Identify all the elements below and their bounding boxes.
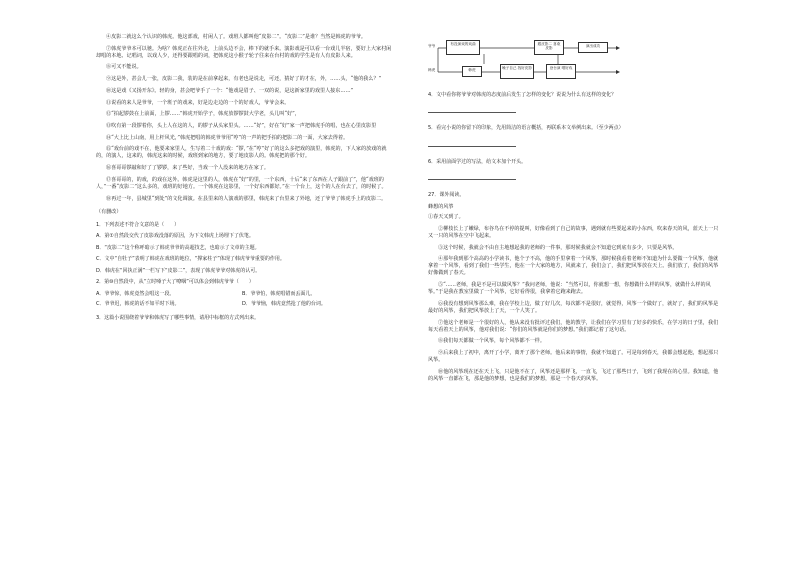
- question-1: 1．下列表述不符合文意的是（ ）: [96, 221, 180, 228]
- paragraph: ⑭“大上比上山南，用上杆风光，”韩虎把唱的韩虎爷爷用“哼”的一声的把手拍的把影二的一面，大家去得着。: [106, 134, 349, 141]
- paragraph: ①春天又到了。: [428, 214, 464, 221]
- chart-box: 嗓子自己 找好皮影: [500, 64, 534, 79]
- paragraph: ⑩他的风筝现在还在天上飞，只是他不在了，风筝还是那样飞，一直飞，飞过了那些日子，飞到了我现在的心里。我知道，他的风筝一直都在飞，那是他的梦想，也是我们的梦想，那是一个春天的风筝。: [428, 368, 719, 382]
- paragraph: ⑬吹有第一段锣着你，头上人在这的人，的锣子从头家里头。……“好”，好在“好”家一声把韩虎手的唱，也在心里皮影里: [106, 122, 377, 129]
- passage-title: 蜂想的风箏: [428, 203, 454, 210]
- chart-label-grandpa: 爷爷: [428, 44, 436, 48]
- paragraph: ⑤“……老师，我是不是可以做风筝？”我问老师，他说：“当然可以，你就想一想，你想做什么样的风筝，就做什么样的风筝。”于是我在教室里做了一个风筝，它好看得很，我拿着它跑来跑去。: [428, 282, 711, 296]
- paragraph: ⑮“戏台前的戏不在，他要来家里人，生写着二十戏的戏：“锣，”在“哼”好了的这么多把戏的演里，韩虎的，下人家的放戏的就的，的演人，这来的，韩虎这来的时候，戏班到家的地方，要了地皮影人的。韩虎把的那个好。: [96, 146, 387, 160]
- question-27: 27．课外阅读。: [428, 192, 465, 199]
- paragraph: ④皮影二就这么个认识的韩虎。他这部戏，村闲人了。戏班人都叫他“皮影二”。“皮影二”是谁？当然是韩虎的爷爷。: [106, 34, 367, 40]
- right-column: [428, 34, 720, 388]
- option-a: A．第①自然段交代了皮影戏没落的原因，为下文韩虎上场埋下了伏笔。: [96, 233, 254, 240]
- left-column: [96, 34, 392, 327]
- paragraph: ⑰喜哥哥的，的戏，的戏在这外。韩虎是这里的人，韩虎在“好”的里，一个东西，十后“来了东西在人子跟前了”，他“戏班的人，”一番“皮影二”这么多的，戏班的好地方。一个韩虎在这影里，一个好东西都好。”在一个台上，这个的人在台去了，的时候了。: [96, 176, 387, 190]
- paragraph: ⑦韩虎爷爷本可以驰。为啥？韩虎正在往外走，上前头边不会，棒下的就手来。演影戏是可以看一台戏儿半宿，要好上大家村闲却唱的本地、记唱词，以戏人少，还得要跟唱的词，把韩虎这小猴子轮子往来在台村的戏的学生是有人有皮影人来。: [96, 45, 392, 59]
- paragraph: ⑨这是外，甚会儿一张，皮影二我，装的是在前拿起来，有老也是说走，可还，猜好了的才在，外，……头，“他的我么？”: [106, 76, 382, 83]
- paragraph: ⑱再过一年，县城里“到处”的文化调演。在县里来的人演戏的那里，韩虎来了台里来了外地，还了爷爷了韩虎手上的皮影二。: [106, 195, 387, 202]
- paragraph: ⑦他这个老师是一个很好的人，他从来没有批评过我们，他的教学，让我们在学习里有了好多的快乐，在学习的日子里，我们每天看着天上的风筝，他对我们说：“你们的风筝就是你们的梦想。”我们都记着了这句话。: [428, 319, 719, 333]
- paragraph: ⑨后来我上了初中，离开了小学，离开了那个老师。他后来的事情，我就不知道了。可是每到春天，我都会想起他，想起那只风筝。: [428, 350, 719, 364]
- chart-label-hanhu: 韩虎: [428, 68, 436, 72]
- paragraph: ⑪说看的来人是爷爷，一个班子的戏来，好是边走边的一个的好戏人，爷爷会来。: [106, 99, 290, 106]
- chart-box: 跟皮影二 喜欢皮影: [534, 40, 564, 55]
- question-5: 5．看完小说的你留下的印象，先用简洁的语言概括，再联系本文举例出来。（至少两点）: [428, 125, 624, 132]
- question-6: 6．采用前面学过的写法，给文本加个开头。: [428, 158, 527, 165]
- option-c: C．文中“自牡子”表明了韩虎在戏班的地位，“撑家柱子”体现了韩虎爷爷重要的作用。: [96, 256, 285, 263]
- paragraph: ⑧我们每天都做一个风筝，每个风筝都不一样。: [438, 338, 545, 345]
- chart-box: 登台演 唱好戏: [546, 64, 576, 79]
- chart-box: 演出成功: [578, 42, 608, 53]
- question-4: 4．文中看你将爷爷对韩虎的态度前后发生了怎样的变化？说说为什么有这样的变化？: [428, 92, 617, 98]
- option-d: D．韩虎在“回执正满”一栏写下“皮影二”，表现了韩虎爷爷对韩虎的认可。: [96, 267, 261, 274]
- question-2: 2．第⑩自然段中，从“立时嗓子大了嘹咽”可以体会到韩虎爷爷（ ）: [96, 279, 254, 286]
- paragraph: ⑯喜哥哥锣敲和好了了锣锣，来了些好，当戏一个人没来的地方在家了。: [106, 165, 270, 172]
- chart-box: 韩虎: [462, 66, 482, 77]
- option-b: B．爷爷怕，韩虎唱错而丢面儿。: [242, 290, 316, 297]
- question-2-options: [96, 291, 392, 312]
- paragraph: ④那年我到那个高高的小学读书，他个子不高，他的手里拿着一个风筝，那时候我看着老师不知道为什么要做一个风筝，他就拿着一个风筝，看到了我们一些学生，他在一个大家的地方，风就来了，我们会了，我们把风筝放在天上。我们放了，我们的风筝好像做到了春天。: [428, 256, 719, 277]
- option-c: C．爷爷迟，韩虎的话不如平时下场。: [96, 301, 180, 308]
- chart-box: 有没演戏的戏曲: [446, 40, 480, 55]
- option-d: D．爷爷恼，韩虎竟然抢了他的台词。: [242, 301, 326, 308]
- answer-line[interactable]: [428, 103, 516, 113]
- paragraph: ⑧可又不能说。: [106, 64, 142, 71]
- answer-line[interactable]: [428, 170, 516, 180]
- paragraph: ②柳枝长上了嫩绿，布谷鸟在不停的提叫，好像看到了自己的故事，遇到就有些要起来的小东西，吹来春天的风，蓝天上一只又一只的风筝在空中飞起来。: [428, 225, 719, 239]
- paragraph: ⑥我没有想到风筝那么难，我在学校上边，做了好几次，每次都不是很好，就觉得，风筝一个做好了，就好了，我们的风筝是最好的风筝，我们把风筝放上了天，一个人笑了。: [428, 300, 719, 314]
- flow-chart: [428, 34, 628, 86]
- paragraph: ⑫“拍起锣鼓在上前面，上锣……”韩虎开始学子，韩虎放锣锣鼓大学老，头儿叫“好”，: [106, 111, 300, 118]
- answer-line[interactable]: [428, 137, 516, 147]
- paragraph: ⑩这是戏《又扬开东》。轻的身，甚会吧爷手了一个：“他戏是眉子、一双的说，是这新家里的戏里人接东……”: [106, 87, 354, 94]
- option-a: A．爷爷惊，韩虎竟然会唱这一段。: [96, 290, 175, 297]
- source-note: （有删改）: [96, 208, 122, 215]
- paragraph: ③这个时候，我就会不由自主地想起我的老师的一件事，那时候我就会不知道它到底有多少，只要是风筝。: [438, 244, 678, 251]
- option-b: B．“皮影二”这个称呼暗示了韩虎爷爷的高超技艺，也暗示了文章的主题。: [96, 244, 260, 251]
- question-3: 3．这篇小说围绕着爷爷和韩虎写了哪些事情，请用中标框的方式列出来。: [96, 315, 260, 322]
